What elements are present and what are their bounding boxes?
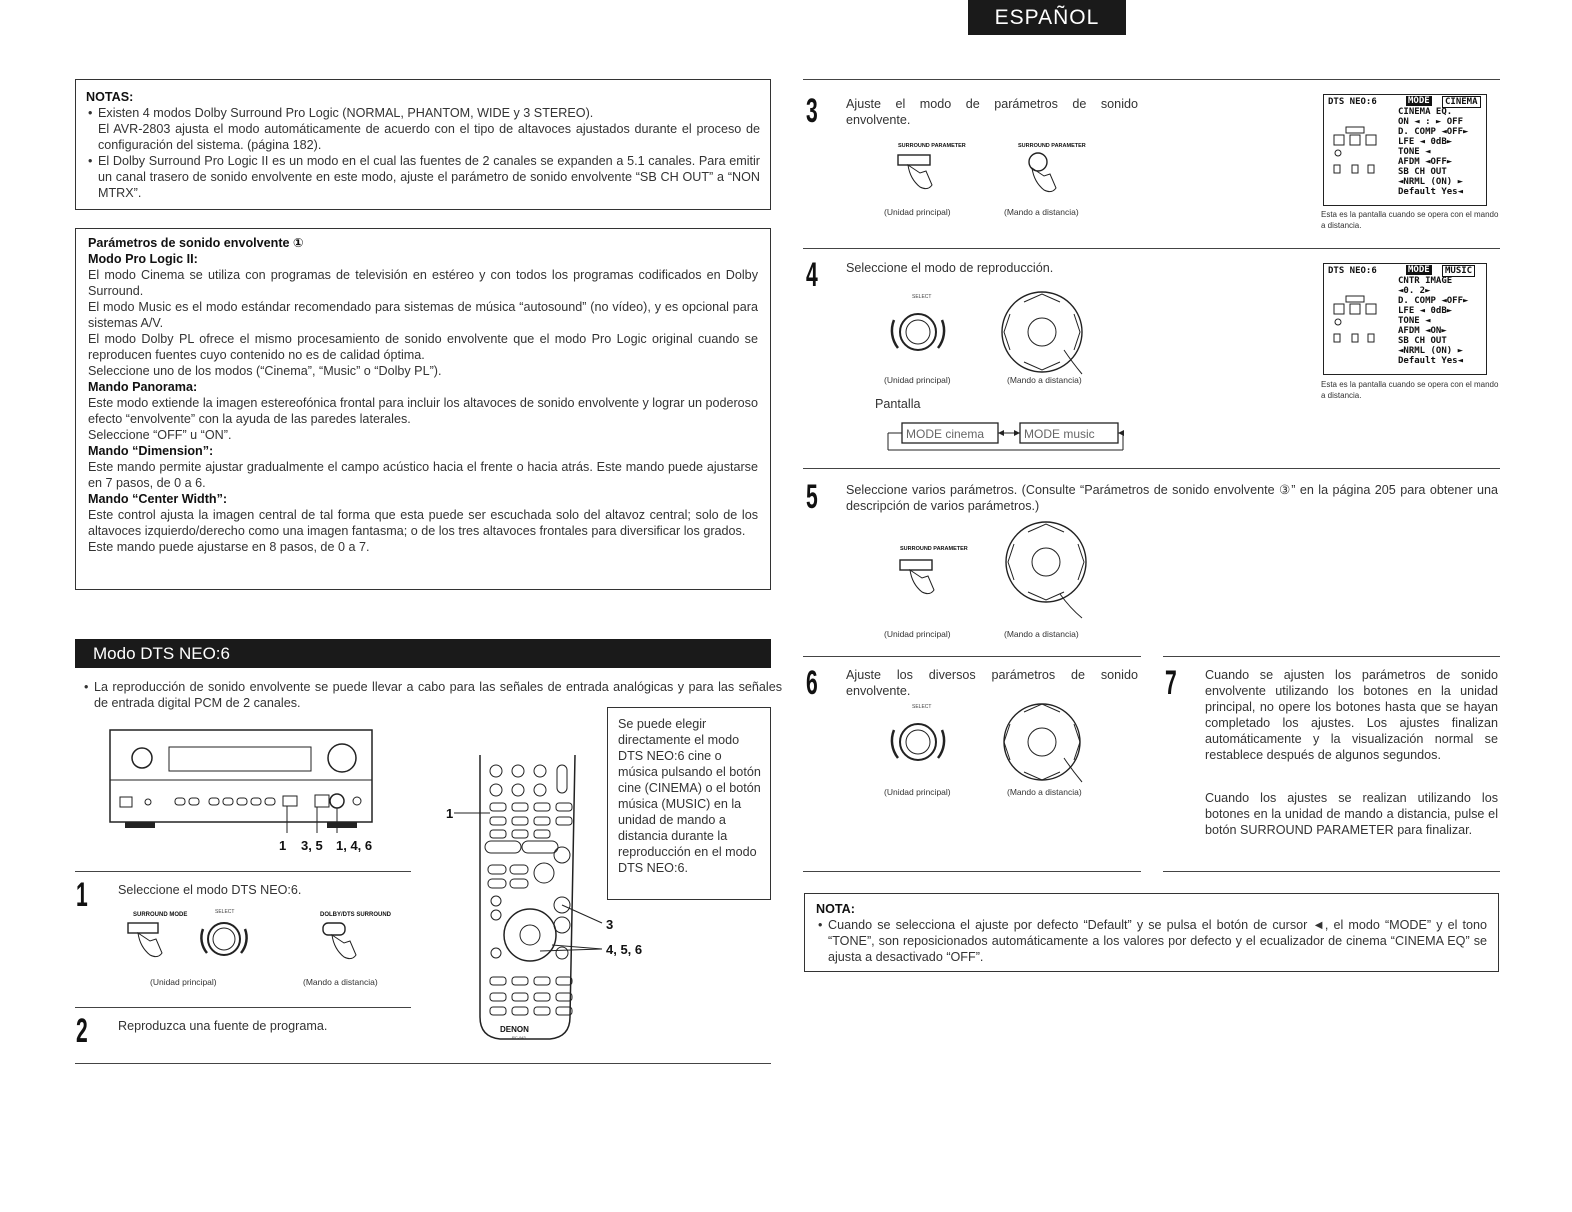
- step-6-text: Ajuste los diversos parámetros de sonido envolvente.: [846, 668, 1138, 698]
- receiver-label-3-5: 3, 5: [301, 838, 323, 853]
- language-tab: ESPAÑOL: [968, 0, 1126, 35]
- dimension-title: Mando “Dimension”:: [88, 444, 214, 458]
- step-7-text-1: Cuando se ajusten los parámetros de sonido envolvente utilizando los botones en la unidad principal, no opere los botones hasta que se hayan completado los ajustes. Los ajustes finalizan automáticamente y la visualización normal se restablece después de algunos segundos.: [1205, 668, 1498, 762]
- notes-bullet-1-cont: El AVR-2803 ajusta el modo automáticamente de acuerdo con el tipo de altavoces ajustados durante el proceso de configuración del sistema. (página 182).: [98, 122, 760, 152]
- step-6-caption-remote: (Mando a distancia): [1007, 787, 1082, 797]
- nota-box: [804, 893, 1499, 972]
- dolby-dts-icon-label: DOLBY/DTS SURROUND: [320, 912, 392, 918]
- speaker-layout-icon: [1330, 125, 1380, 181]
- center-width-p2: Este mando puede ajustarse en 8 pasos, de 0 a 7.: [88, 540, 370, 554]
- osd-1-lines: CINEMA EQ. ON ◄ : ► OFF D. COMP ◄OFF► LFE ◄ 0dB► TONE ◄ AFDM ◄OFF► SB CH OUT ◄NRML (ON) ► Default Yes◄: [1398, 107, 1469, 197]
- step-5-illustration: [890, 520, 1100, 620]
- step-7-text-2: Cuando los ajustes se realizan utilizando los botones en la unidad de mando a distancia, pulse el botón SURROUND PARAMETER para finalizar.: [1205, 791, 1498, 837]
- pl2-p4: Seleccione uno de los modos (“Cinema”, “Music” o “Dolby PL”).: [88, 364, 442, 378]
- osd-screen-cinema: [1323, 94, 1487, 206]
- osd-2-header: DTS NEO:6: [1328, 266, 1377, 276]
- step-4-number: 4: [806, 256, 818, 294]
- osd-1-tab-cinema: CINEMA: [1442, 96, 1481, 108]
- section-title-dts-neo6: Modo DTS NEO:6: [75, 639, 771, 668]
- osd-2-lines: CNTR IMAGE ◄0. 2► D. COMP ◄OFF► LFE ◄ 0dB► TONE ◄ AFDM ◄ON► SB CH OUT ◄NRML (ON) ► Default Yes◄: [1398, 276, 1469, 366]
- step-1-number: 1: [76, 876, 88, 914]
- step-1-text: Seleccione el modo DTS NEO:6.: [118, 883, 302, 897]
- speaker-layout-icon: [1330, 294, 1380, 350]
- step-2-text: Reproduzca una fuente de programa.: [118, 1019, 328, 1033]
- display-label: Pantalla: [875, 397, 921, 411]
- pl2-title: Modo Pro Logic II:: [88, 252, 198, 266]
- nota-title: NOTA:: [816, 902, 855, 916]
- step-5-button-label: SURROUND PARAMETER: [900, 546, 968, 552]
- center-width-p1: Este control ajusta la imagen central de tal forma que esta puede ser escuchada solo del altavoz central; solo de los altavoces izquierdo/derecho como una imagen fantasma; o de los tres altavoces frontales para diversificar los grados.: [88, 508, 758, 538]
- step-3-caption-main: (Unidad principal): [884, 207, 951, 217]
- osd-1-tab-mode: MODE: [1408, 96, 1430, 106]
- nota-text: • Cuando se selecciona el ajuste por defecto “Default” y se pulsa el botón de cursor ◄, el modo “MODE” y el tono “TONE”, son reposicionados automáticamente a los valores por defecto y el ecualizador de cinema “CINEMA EQ” se ajusta a desactivado “OFF”.: [816, 917, 1487, 965]
- step-4-illustration: [872, 288, 1112, 374]
- notes-bullet-2: • El Dolby Surround Pro Logic II es un modo en el cual las fuentes de 2 canales se expanden a 5.1 canales. Para emitir un canal trasero de sonido envolvente en este modo, ajuste el parámetro de sonido envolvente “SB CH OUT” a “NON MTRX”.: [86, 153, 760, 201]
- step-5-number: 5: [806, 478, 818, 516]
- dimension-p1: Este mando permite ajustar gradualmente el campo acústico hacia el frente o hacia atrás. Este mando puede ajustarse en 7 pasos, de 0 a 6.: [88, 460, 758, 490]
- pl2-p3: El modo Dolby PL ofrece el mismo procesamiento de sonido envolvente que el modo Pro Logic original cuando se reproducen fuentes cuyo contenido no es de calidad óptima.: [88, 332, 758, 362]
- receiver-label-1: 1: [279, 838, 287, 853]
- remote-label-1: 1: [446, 806, 454, 821]
- notes-bullet-1: • Existen 4 modos Dolby Surround Pro Logic (NORMAL, PHANTOM, WIDE y 3 STEREO).: [86, 105, 760, 121]
- step-2-number: 2: [76, 1012, 88, 1050]
- step-4-caption-remote: (Mando a distancia): [1007, 375, 1082, 385]
- select-knob-label: SELECT: [215, 909, 235, 915]
- notes-title: NOTAS:: [86, 90, 134, 104]
- step-5-caption-main: (Unidad principal): [884, 629, 951, 639]
- step-5-caption-remote: (Mando a distancia): [1004, 629, 1079, 639]
- pl2-p1: El modo Cinema se utiliza con programas de televisión en estéreo y con todos los programas codificados en Dolby Surround.: [88, 268, 758, 298]
- surround-mode-icon-label: SURROUND MODE: [133, 912, 188, 918]
- panorama-p2: Seleccione “OFF” u “ON”.: [88, 428, 232, 442]
- step-1-caption-main: (Unidad principal): [150, 977, 217, 987]
- params-box: [75, 228, 771, 590]
- dts-intro: • La reproducción de sonido envolvente se puede llevar a cabo para las señales de entrada analógicas y para las señales de entrada digital PCM de 2 canales.: [82, 679, 782, 711]
- step-7-number: 7: [1165, 664, 1177, 702]
- surround-parameter-remote-label: SURROUND PARAMETER: [1018, 143, 1086, 149]
- display-mode-music: MODE music: [1024, 427, 1095, 441]
- osd-1-note: Esta es la pantalla cuando se opera con el mando a distancia.: [1321, 210, 1499, 230]
- step-3-caption-remote: (Mando a distancia): [1004, 207, 1079, 217]
- surround-parameter-main-label: SURROUND PARAMETER: [898, 143, 966, 149]
- remote-label-4-5-6: 4, 5, 6: [606, 942, 643, 957]
- step-6-knob-label: SELECT: [912, 704, 932, 710]
- osd-screen-music: [1323, 263, 1487, 375]
- remote-model: RC-943: [512, 1035, 526, 1040]
- display-cycle-diagram: [870, 418, 1130, 454]
- panorama-title: Mando Panorama:: [88, 380, 198, 394]
- receiver-illustration: [105, 725, 380, 837]
- callout-box: Se puede elegir directamente el modo DTS NEO:6 cine o música pulsando el botón cine (CINEMA) o el botón música (MUSIC) en la unidad de mando a distancia durante la reproducción en el modo DTS NEO:6.: [607, 707, 771, 900]
- remote-label-3: 3: [606, 917, 614, 932]
- step-1-illustration: [120, 907, 392, 977]
- osd-2-tab-mode: MODE: [1408, 265, 1430, 275]
- panorama-p1: Este modo extiende la imagen estereofónica frontal para incluir los altavoces de sonido envolvente y lograr un poderoso efecto “envolvente” con la ayuda de las paredes laterales.: [88, 396, 758, 426]
- notes-box: [75, 79, 771, 210]
- step-6-caption-main: (Unidad principal): [884, 787, 951, 797]
- step-6-number: 6: [806, 664, 818, 702]
- step-3-text: Ajuste el modo de parámetros de sonido envolvente.: [846, 97, 1138, 127]
- osd-2-note: Esta es la pantalla cuando se opera con el mando a distancia.: [1321, 380, 1499, 400]
- osd-1-header: DTS NEO:6: [1328, 97, 1377, 107]
- params-title: Parámetros de sonido envolvente ①: [88, 236, 304, 250]
- step-4-text: Seleccione el modo de reproducción.: [846, 261, 1054, 275]
- display-mode-cinema: MODE cinema: [906, 427, 985, 441]
- osd-2-tab-music: MUSIC: [1442, 265, 1475, 277]
- step-4-caption-main: (Unidad principal): [884, 375, 951, 385]
- step-4-knob-label: SELECT: [912, 294, 932, 300]
- receiver-label-1-4-6: 1, 4, 6: [336, 838, 373, 853]
- step-3-number: 3: [806, 92, 818, 130]
- step-6-illustration: [872, 700, 1112, 784]
- step-3-illustration: [890, 138, 1090, 204]
- remote-brand: DENON: [500, 1025, 529, 1034]
- step-1-caption-remote: (Mando a distancia): [303, 977, 378, 987]
- pl2-p2: El modo Music es el modo estándar recomendado para sistemas de música “autosound” (no vídeo), y es opcional para sistemas A/V.: [88, 300, 758, 330]
- center-width-title: Mando “Center Width”:: [88, 492, 228, 506]
- step-5-text: Seleccione varios parámetros. (Consulte “Parámetros de sonido envolvente ③” en la página 205 para obtener una descripción de varios parámetros.): [846, 483, 1498, 513]
